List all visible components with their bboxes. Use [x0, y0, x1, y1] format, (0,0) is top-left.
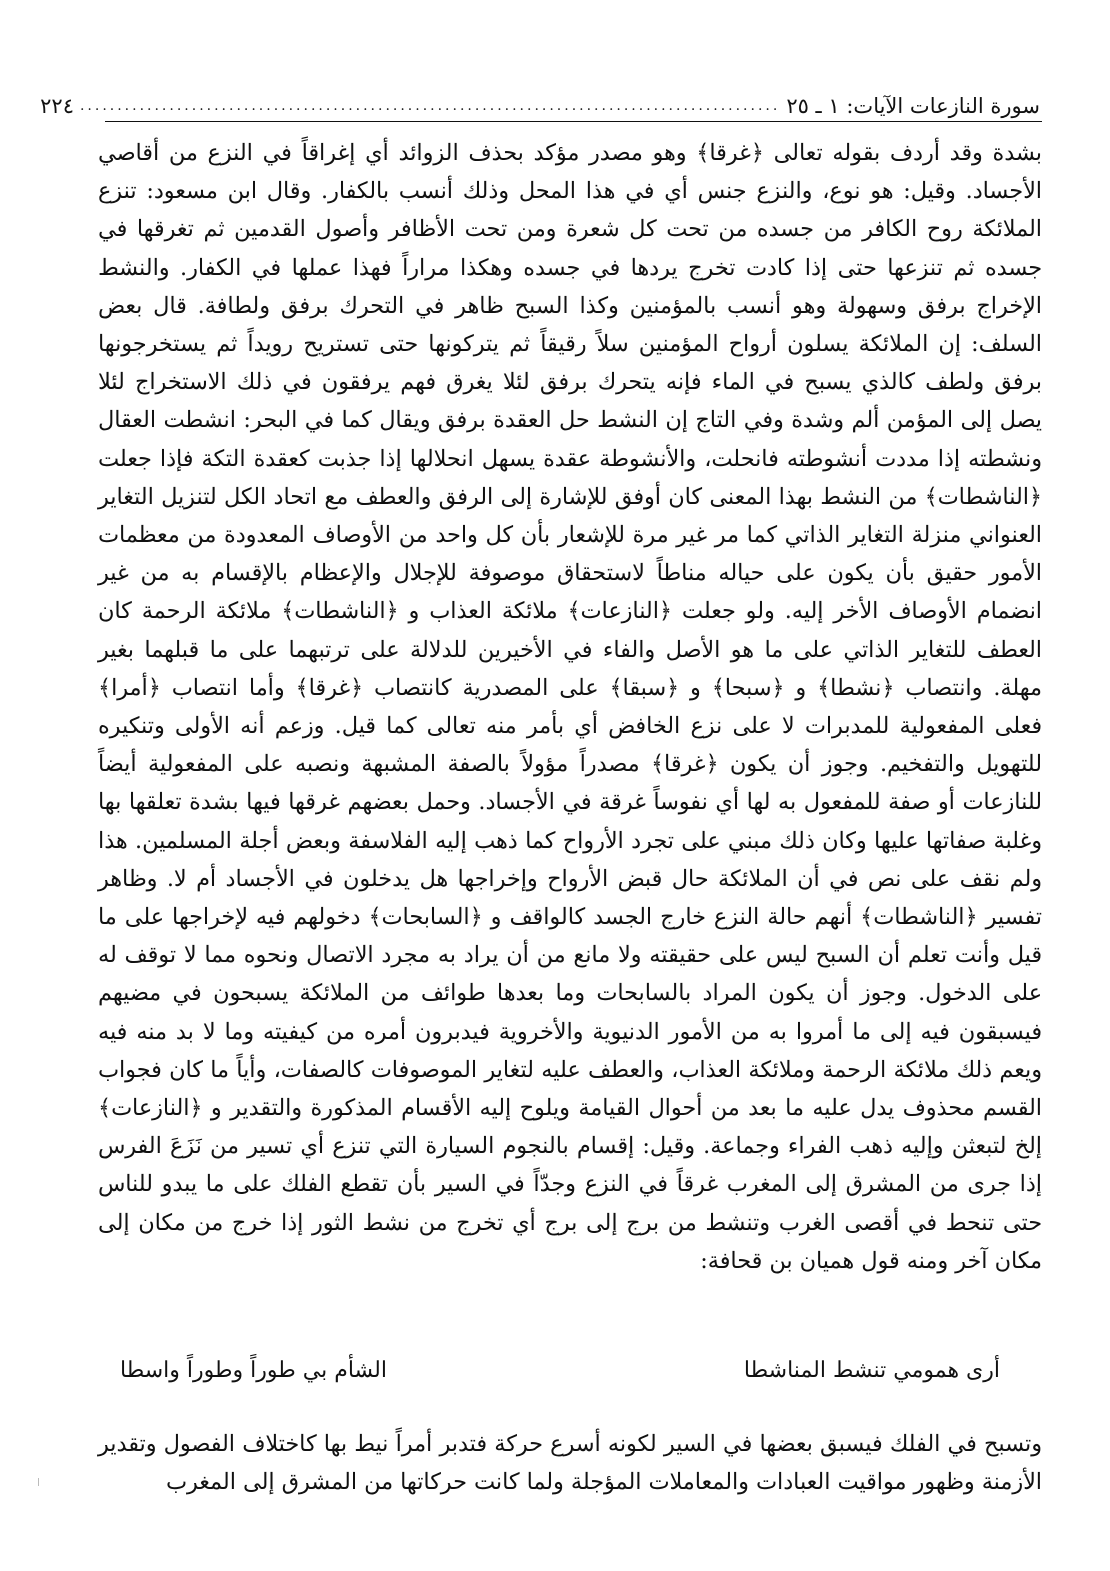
verse-first-hemistich: أرى همومي تنشط المناشطا	[743, 1358, 1000, 1383]
leader-dots: ..............................................................................................	[79, 98, 781, 114]
continuation-body	[98, 1425, 1042, 1501]
commentary-paragraph: بشدة وقد أردف بقوله تعالى ﴿غرقا﴾ وهو مصدر مؤكد بحذف الزوائد أي إغراقاً في النزع من أقاصي الأجساد. وقيل: هو نوع، والنزع جنس أي في هذا المحل وذلك أنسب بالكفار. وقال ابن مسعود: تنزع الملائكة روح الكافر من جسده من تحت كل شعرة ومن تحت الأظافر وأصول القدمين ثم تغرقها في جسده ثم تنزعها حتى إذا كادت تخرج يردها في جسده وهكذا مراراً فهذا عملها في الكفار. والنشط الإخراج برفق وسهولة وهو أنسب بالمؤمنين وكذا السبح ظاهر في التحرك برفق ولطافة. قال بعض السلف: إن الملائكة يسلون أرواح المؤمنين سلاً رقيقاً ثم يتركونها حتى تستريح رويداً ثم يستخرجونها برفق ولطف كالذي يسبح في الماء فإنه يتحرك برفق لئلا يغرق فهم يرفقون في ذلك الاستخراج لئلا يصل إلى المؤمن ألم وشدة وفي التاج إن النشط حل العقدة برفق ويقال كما في البحر: انشطت العقال ونشطته إذا مددت أنشوطته فانحلت، والأنشوطة عقدة يسهل انحلالها إذا جذبت كعقدة التكة فإذا جعلت ﴿الناشطات﴾ من النشط بهذا المعنى كان أوفق للإشارة إلى الرفق والعطف مع اتحاد الكل لتنزيل التغاير العنواني منزلة التغاير الذاتي كما مر غير مرة للإشعار بأن كل واحد من الأوصاف المعدودة من معظمات الأمور حقيق بأن يكون على حياله مناطاً لاستحقاق موصوفة للإجلال والإعظام بالإقسام به من غير انضمام الأوصاف الأخر إليه. ولو جعلت ﴿النازعات﴾ ملائكة العذاب و ﴿الناشطات﴾ ملائكة الرحمة كان العطف للتغاير الذاتي على ما هو الأصل والفاء في الأخيرين للدلالة على ترتبهما على ما قبلهما بغير مهلة. وانتصاب ﴿نشطا﴾ و ﴿سبحا﴾ و ﴿سبقا﴾ على المصدرية كانتصاب ﴿غرقا﴾ وأما انتصاب ﴿أمرا﴾ فعلى المفعولية للمدبرات لا على نزع الخافض أي بأمر منه تعالى كما قيل. وزعم أنه الأولى وتنكيره للتهويل والتفخيم. وجوز أن يكون ﴿غرقا﴾ مصدراً مؤولاً بالصفة المشبهة ونصبه على المفعولية أيضاً للنازعات أو صفة للمفعول به لها أي نفوساً غرقة في الأجساد. وحمل بعضهم غرقها فيها بشدة تعلقها بها وغلبة صفاتها عليها وكان ذلك مبني على تجرد الأرواح كما ذهب إليه الفلاسفة وبعض أجلة المسلمين. هذا ولم نقف على نص في أن الملائكة حال قبض الأرواح وإخراجها هل يدخلون في الأجساد أم لا. وظاهر تفسير ﴿الناشطات﴾ أنهم حالة النزع خارج الجسد كالواقف و ﴿السابحات﴾ دخولهم فيه لإخراجها على ما قيل وأنت تعلم أن السبح ليس على حقيقته ولا مانع من أن يراد به مجرد الاتصال ونحوه مما لا توقف له على الدخول. وجوز أن يكون المراد بالسابحات وما بعدها طوائف من الملائكة يسبحون في مضيهم فيسبقون فيه إلى ما أمروا به من الأمور الدنيوية والأخروية فيدبرون أمره من كيفيته وما لا بد منه فيه ويعم ذلك ملائكة الرحمة وملائكة العذاب، والعطف عليه لتغاير الموصوفات كالصفات، وأياً ما كان فجواب القسم محذوف يدل عليه ما بعد من أحوال القيامة ويلوح إليه الأقسام المذكورة والتقدير و ﴿النازعات﴾ إلخ لتبعثن وإليه ذهب الفراء وجماعة. وقيل: إقسام بالنجوم السيارة التي تنزع أي تسير من نَزَعَ الفرس إذا جرى من المشرق إلى المغرب غرقاً في النزع وجدّاً في السير بأن تقطع الفلك على ما يبدو للناس حتى تنحط في أقصى الغرب وتنشط من برج إلى برج أي تخرج من نشط الثور إذا خرج من مكان إلى مكان آخر ومنه قول هميان بن قحافة:	[98, 140, 1042, 1274]
scan-artifact	[38, 1478, 39, 1486]
header-rule	[105, 121, 1042, 122]
poetry-verse	[120, 1358, 1000, 1398]
running-header	[40, 84, 1040, 118]
commentary-body	[98, 134, 1042, 1280]
surah-title: سورة النازعات الآيات: ١ ـ ٢٥	[786, 94, 1040, 118]
page-number: ٢٢٤	[40, 94, 74, 118]
verse-second-hemistich: الشأم بي طوراً وطوراً واسطا	[120, 1358, 387, 1383]
continuation-paragraph: وتسبح في الفلك فيسبق بعضها في السير لكونه أسرع حركة فتدبر أمراً نيط بها كاختلاف الفصول وتقدير الأزمنة وظهور مواقيت العبادات والمعاملات المؤجلة ولما كانت حركاتها من المشرق إلى المغرب	[98, 1431, 1042, 1496]
